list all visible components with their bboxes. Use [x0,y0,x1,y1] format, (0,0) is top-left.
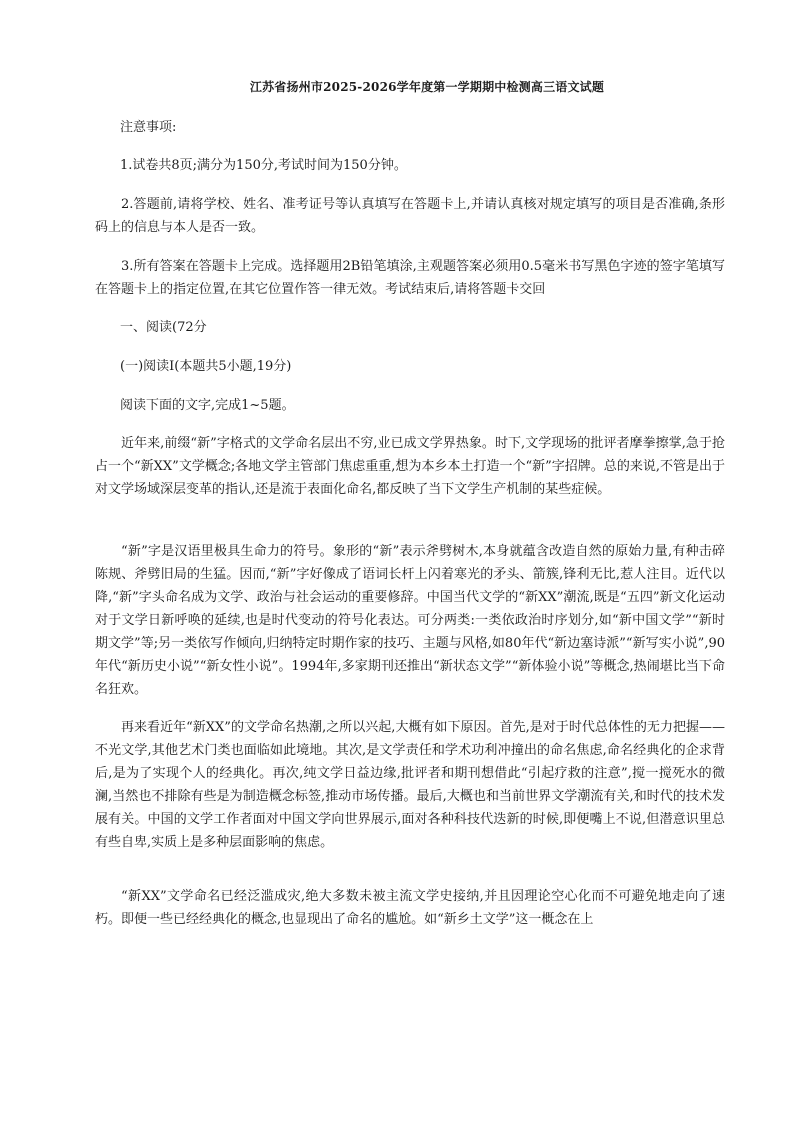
passage-paragraph [95,716,725,854]
notice-item-2-text: 2.答题前,请将学校、姓名、准考证号等认真填写在答题卡上,并请认真核对规定填写的项目是否准确,条形码上的信息与本人是否一致。 [95,197,725,235]
notice-item-1: 1.试卷共8页;满分为150分,考试时间为150分钟。 [120,158,407,173]
passage-paragraph [95,432,725,501]
passage-paragraph-text: 近年来,前缀“新”字格式的文学命名层出不穷,业已成文学界热象。时下,文学现场的批评者摩拳擦掌,急于抢占一个“新XX”文学概念;各地文学主管部门焦虑重重,想为本乡本土打造一个“新”字招牌。总的来说,不管是出于对文学场域深层变革的指认,还是流于表面化命名,都反映了当下文学生产机制的某些症候。 [95,436,725,497]
notice-item-3 [95,255,725,301]
section-heading: 一、阅读(72分 [120,320,207,335]
passage-paragraph-text: “新”字是汉语里极具生命力的符号。象形的“新”表示斧劈树木,本身就蕴含改造自然的原始力量,有种击碎陈规、斧劈旧局的生猛。因而,“新”字好像成了语词长杆上闪着寒光的矛头、箭簇,锋利无比,惹人注目。近代以降,“新”字头命名成为文学、政治与社会运动的重要修辞。中国当代文学的“新XX”潮流,既是“五四”新文化运动对于文学日新呼唤的延续,也是时代变动的符号化表达。可分两类:一类依政治时序划分,如“新中国文学”“新时期文学”等;另一类依写作倾向,归纳特定时期作家的技巧、主题与风格,如80年代“新边塞诗派”“新写实小说”,90年代“新历史小说”“新女性小说”。1994年,多家期刊还推出“新状态文学”“新体验小说”等概念,热闹堪比当下命名狂欢。 [95,544,725,697]
passage-paragraph-text: “新XX”文学命名已经泛滥成灾,绝大多数未被主流文学史接纳,并且因理论空心化而不可避免地走向了速朽。即便一些已经经典化的概念,也显现出了命名的尴尬。如“新乡土文学”这一概念在上 [95,889,725,927]
subsection-heading: (一)阅读Ⅰ(本题共5小题,19分) [120,359,292,374]
notice-item-2 [95,193,725,239]
passage-paragraph [95,540,725,701]
page-title: 江苏省扬州市2025-2026学年度第一学期期中检测高三语文试题 [249,80,605,94]
reading-instruction: 阅读下面的文字,完成1~5题。 [120,398,295,413]
passage-paragraph [95,885,725,931]
notice-heading: 注意事项: [120,120,177,135]
notice-item-3-text: 3.所有答案在答题卡上完成。选择题用2B铅笔填涂,主观题答案必须用0.5毫米书写黑色字迹的签字笔填写在答题卡上的指定位置,在其它位置作答一律无效。考试结束后,请将答题卡交回 [95,259,725,297]
passage-paragraph-text: 再来看近年“新XX”的文学命名热潮,之所以兴起,大概有如下原因。首先,是对于时代总体性的无力把握——不光文学,其他艺术门类也面临如此境地。其次,是文学责任和学术功利冲撞出的命名焦虑,命名经典化的企求背后,是为了实现个人的经典化。再次,纯文学日益边缘,批评者和期刊想借此“引起疗救的注意”,搅一搅死水的微澜,当然也不排除有些是为制造概念标签,推动市场传播。最后,大概也和当前世界文学潮流有关,和时代的技术发展有关。中国的文学工作者面对中国文学向世界展示,面对各种科技代迭新的时候,即便嘴上不说,但潜意识里总有些自卑,实质上是多种层面影响的焦虑。 [95,720,725,850]
